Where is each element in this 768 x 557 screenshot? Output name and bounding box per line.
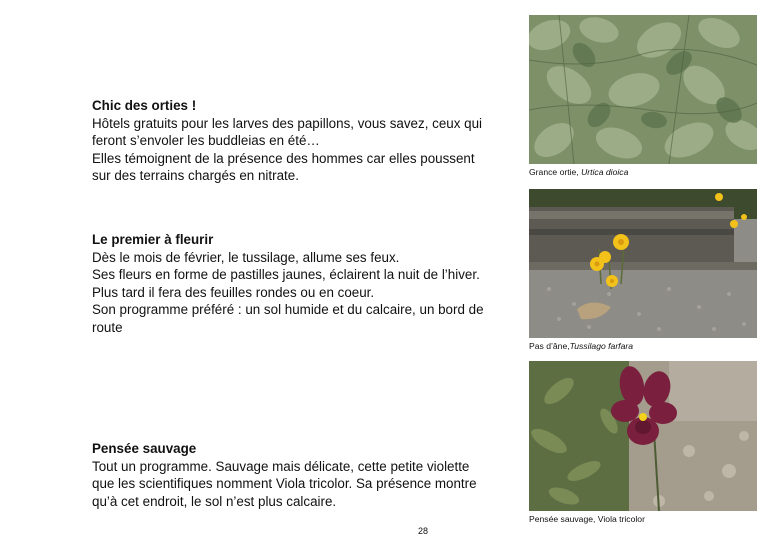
photo-caption <box>529 167 628 178</box>
caption-species: Urtica dioica <box>581 167 629 177</box>
section-line: sur des terrains chargés en nitrate. <box>92 168 299 184</box>
section-line: Ses fleurs en forme de pastilles jaunes, éclairent la nuit de l’hiver. <box>92 267 480 283</box>
section-title: Chic des orties ! <box>92 98 197 113</box>
section-line: route <box>92 319 123 335</box>
section-line: Dès le mois de février, le tussilage, allume ses feux. <box>92 249 400 265</box>
section-line: qu’à cet endroit, le sol n’est plus calcaire. <box>92 493 337 509</box>
page-number-text: 28 <box>417 526 428 536</box>
section-line: que les scientifiques nomment Viola tricolor. Sa présence montre <box>92 476 477 492</box>
section-line: Tout un programme. Sauvage mais délicate, cette petite violette <box>92 458 470 474</box>
section-title: Le premier à fleurir <box>92 232 214 247</box>
section-coltsfoot <box>92 231 502 337</box>
wild-pansy-photo <box>529 361 757 511</box>
caption-text: Pensée sauvage, Viola tricolor <box>529 514 645 524</box>
section-line: Son programme préféré : un sol humide et du calcaire, un bord de <box>92 302 484 318</box>
nettle-photo <box>529 15 757 164</box>
page-number <box>0 526 768 536</box>
caption-species: Tussilago farfara <box>569 341 633 351</box>
section-line: Elles témoignent de la présence des hommes car elles poussent <box>92 150 475 166</box>
section-nettle <box>92 97 502 185</box>
section-pansy <box>92 440 502 510</box>
caption-text: Pas d’âne, <box>529 341 570 351</box>
caption-text: Grance ortie, <box>529 167 582 177</box>
coltsfoot-photo <box>529 189 757 338</box>
section-line: Hôtels gratuits pour les larves des papillons, vous savez, ceux qui <box>92 115 483 131</box>
photo-caption <box>529 341 633 352</box>
section-line: Plus tard il fera des feuilles rondes ou en coeur. <box>92 284 375 300</box>
section-title: Pensée sauvage <box>92 441 197 456</box>
photo-caption <box>529 514 645 525</box>
section-line: feront s’envoler les buddleias en été… <box>92 133 320 149</box>
